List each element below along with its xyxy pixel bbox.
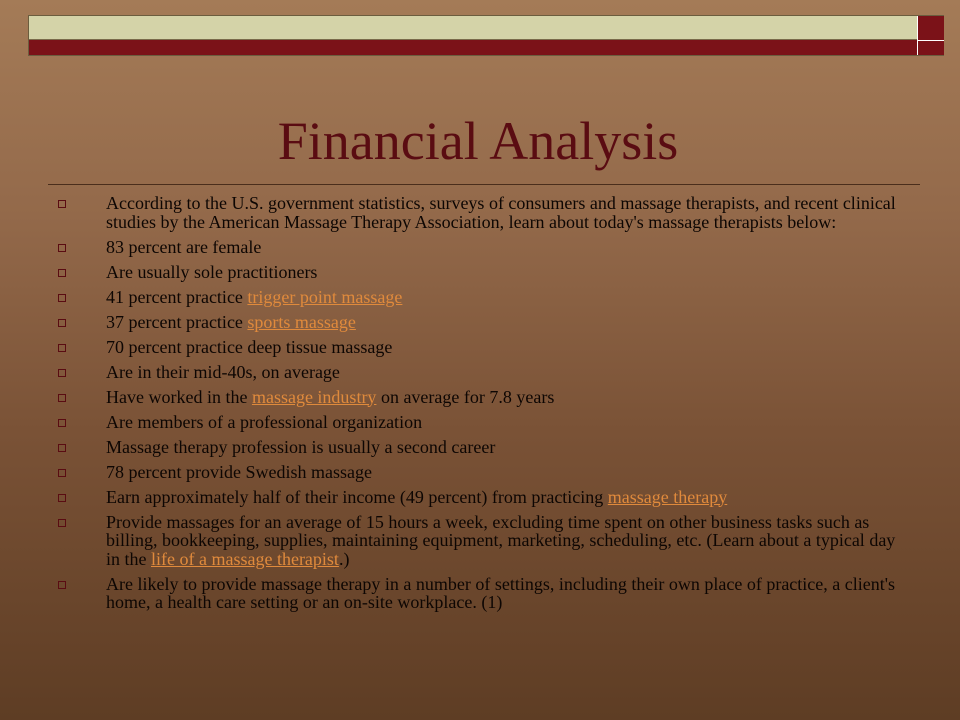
square-bullet-icon	[58, 369, 66, 377]
square-bullet-icon	[58, 244, 66, 252]
bullet-item-swedish: 78 percent provide Swedish massage	[58, 463, 903, 482]
square-bullet-icon	[58, 319, 66, 327]
square-bullet-icon	[58, 394, 66, 402]
square-bullet-icon	[58, 200, 66, 208]
bullet-item-settings: Are likely to provide massage therapy in a number of settings, including their own place of practice, a client's home, a health care setting or an on-site workplace. (1)	[58, 575, 903, 612]
title-divider	[48, 184, 920, 185]
bullet-item-sole: Are usually sole practitioners	[58, 263, 903, 282]
life-of-massage-therapist-link[interactable]: life of a massage therapist	[151, 548, 339, 569]
sports-massage-link[interactable]: sports massage	[247, 311, 356, 332]
bullet-item-members: Are members of a professional organization	[58, 413, 903, 432]
slide-title: Financial Analysis	[277, 111, 679, 171]
square-bullet-icon	[58, 444, 66, 452]
square-bullet-icon	[58, 269, 66, 277]
square-bullet-icon	[58, 519, 66, 527]
square-bullet-icon	[58, 344, 66, 352]
header-corner-square	[917, 16, 944, 55]
bullet-item-worked: Have worked in the massage industry on average for 7.8 years	[58, 388, 903, 407]
bullet-item-hours: Provide massages for an average of 15 hours a week, excluding time spent on other business tasks such as billing, bookkeeping, supplies, maintaining equipment, marketing, scheduling, etc. (Learn about a typical day in the life of a massage therapist.)	[58, 513, 903, 569]
bullet-item-trigger-point: 41 percent practice trigger point massage	[58, 288, 903, 307]
bullet-item-intro: According to the U.S. government statistics, surveys of consumers and massage therapists, and recent clinical studies by the American Massage Therapy Association, learn about today's massage therapists below:	[58, 194, 903, 231]
bullet-item-second-career: Massage therapy profession is usually a second career	[58, 438, 903, 457]
square-bullet-icon	[58, 469, 66, 477]
bullet-item-deep-tissue: 70 percent practice deep tissue massage	[58, 338, 903, 357]
square-bullet-icon	[58, 494, 66, 502]
massage-industry-link[interactable]: massage industry	[251, 386, 377, 407]
bullet-list	[58, 194, 903, 618]
square-bullet-icon	[58, 581, 66, 589]
bullet-item-sports: 37 percent practice sports massage	[58, 313, 903, 332]
bullet-item-female: 83 percent are female	[58, 238, 903, 257]
header-olive-band	[29, 16, 917, 40]
header-decoration-bar	[28, 15, 944, 56]
bullet-item-age: Are in their mid-40s, on average	[58, 363, 903, 382]
trigger-point-massage-link[interactable]: trigger point massage	[247, 286, 403, 307]
header-maroon-band	[29, 40, 917, 55]
square-bullet-icon	[58, 294, 66, 302]
square-bullet-icon	[58, 419, 66, 427]
bullet-item-income: Earn approximately half of their income (49 percent) from practicing massage therapy	[58, 488, 903, 507]
massage-therapy-link[interactable]: massage therapy	[607, 486, 728, 507]
